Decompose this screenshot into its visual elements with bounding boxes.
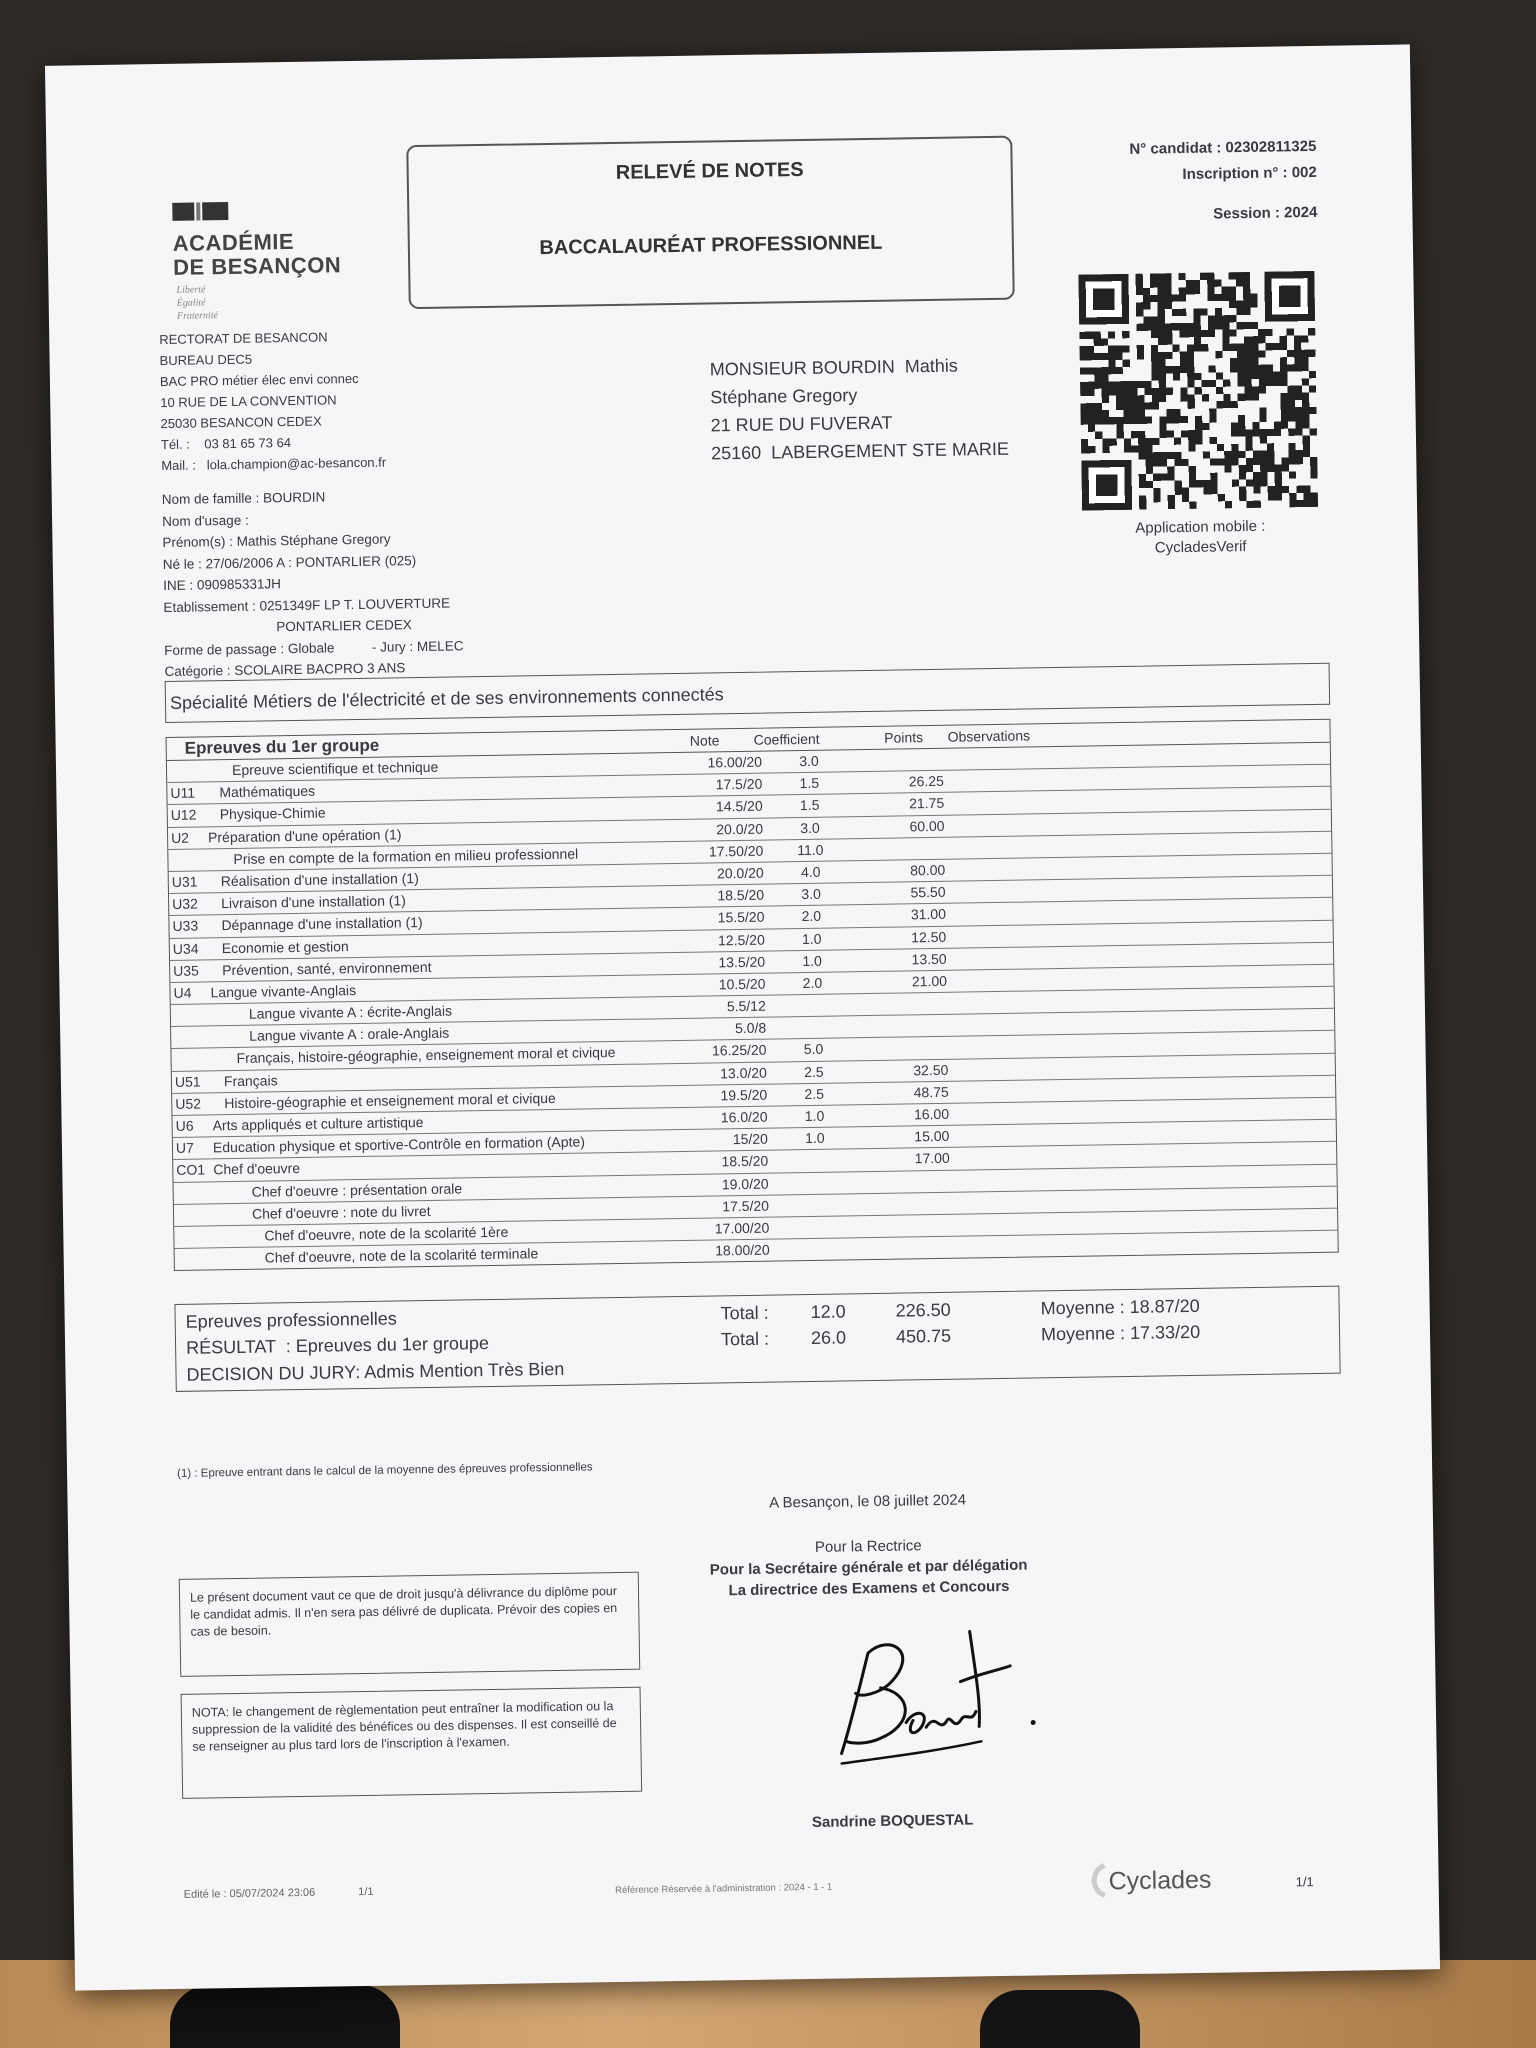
validity-notice: Le présent document vaut ce que de droit jusqu'à délivrance du diplôme pour le candidat admis. Il n'en sera pas délivré de duplicata. Prévoir des copies en cas de besoin. — [179, 1572, 640, 1677]
grade-code: U51 — [174, 1073, 201, 1090]
grade-code — [171, 1004, 211, 1026]
document-title-box — [406, 136, 1015, 309]
grade-note: 17.50/20 — [708, 842, 764, 860]
grade-points — [863, 1236, 1003, 1259]
grade-points — [860, 1014, 1000, 1037]
grade-note: 18.5/20 — [717, 886, 765, 904]
grade-coef: 2.5 — [804, 1085, 825, 1102]
grade-code — [174, 1182, 214, 1204]
grade-coef: 1.5 — [799, 797, 820, 814]
grade-note: 18.5/20 — [721, 1152, 769, 1170]
motto-egalite: Égalité — [176, 297, 206, 309]
sender-line: 25030 BESANCON CEDEX — [160, 413, 322, 432]
grade-note: 17.5/20 — [715, 775, 763, 793]
grade-note: 19.5/20 — [720, 1086, 768, 1104]
grade-coef: 1.0 — [802, 952, 822, 969]
grade-label: Prise en compte de la formation en milieu professionnel — [233, 845, 579, 867]
grade-code: U32 — [172, 895, 198, 913]
qr-caption-line2: CycladesVerif — [1154, 538, 1247, 557]
grade-coef: 2.5 — [803, 1063, 824, 1080]
grade-points: 55.50 — [910, 883, 946, 901]
signatory-line: Pour la Secrétaire générale et par délégation — [709, 1556, 1028, 1579]
grade-label: Physique-Chimie — [219, 804, 326, 823]
grade-label: Chef d'oeuvre, note de la scolarité 1ère — [264, 1223, 509, 1244]
grade-label: Chef d'oeuvre : présentation orale — [251, 1179, 463, 1200]
edition-date — [184, 1886, 374, 1901]
footnote: (1) : Epreuve entrant dans le calcul de la moyenne des épreuves professionnelles — [177, 1461, 593, 1480]
academy-brand — [173, 229, 342, 280]
grade-points: 17.00 — [914, 1150, 950, 1167]
sender-line: BUREAU DEC5 — [159, 351, 253, 369]
grade-note: 13.5/20 — [718, 953, 766, 971]
grade-points — [857, 837, 997, 860]
grade-points — [863, 1214, 1003, 1237]
grade-points: 15.00 — [914, 1127, 950, 1145]
grade-coef — [768, 1172, 862, 1195]
grade-code — [171, 1049, 211, 1071]
grade-label: Education physique et sportive-Contrôle en formation (Apte) — [212, 1133, 586, 1156]
grade-coef — [768, 1150, 862, 1173]
pro-points: 226.50 — [895, 1299, 951, 1321]
header-note: Note — [689, 732, 720, 749]
grade-coef: 5.0 — [803, 1041, 824, 1058]
grade-note: 18.00/20 — [715, 1241, 770, 1259]
shoe — [170, 1985, 400, 2048]
grade-code: U34 — [172, 940, 199, 957]
candidate-number: N° candidat : 02302811325 — [1129, 137, 1317, 158]
grade-label: Réalisation d'une installation (1) — [220, 870, 419, 890]
academy-brand-line2: DE BESANÇON — [172, 252, 342, 280]
grade-points — [856, 748, 996, 771]
candidate-detail-line: Forme de passage : Globale - Jury : MELEC — [164, 637, 464, 658]
grade-rows — [167, 743, 1338, 1271]
candidate-detail-line: Prénom(s) : Mathis Stéphane Gregory — [162, 531, 391, 551]
inscription-number: Inscription n° : 002 — [1182, 163, 1317, 183]
result-label: RÉSULTAT : Epreuves du 1er groupe — [185, 1333, 490, 1358]
cyclades-brand: Cyclades — [1108, 1865, 1212, 1896]
grade-coef: 4.0 — [800, 863, 821, 880]
grade-code — [174, 1226, 214, 1248]
grade-label: Chef d'oeuvre, note de la scolarité terminale — [264, 1245, 539, 1266]
header-points: Points — [884, 729, 924, 746]
grade-note: 16.25/20 — [711, 1042, 767, 1059]
totals-box — [174, 1286, 1340, 1392]
candidate-detail-line: INE : 090985331JH — [163, 576, 282, 594]
recipient-line: 21 RUE DU FUVERAT — [710, 412, 893, 436]
grade-label: Langue vivante A : écrite-Anglais — [248, 1002, 453, 1022]
grade-points: 21.00 — [911, 972, 948, 990]
edition-page: 1/1 — [358, 1885, 374, 1899]
grade-label: Livraison d'une installation (1) — [221, 892, 407, 912]
shoe — [980, 1990, 1140, 2048]
sender-address — [159, 326, 386, 477]
grade-observation — [1003, 1231, 1337, 1257]
header-coef: Coefficient — [753, 730, 820, 748]
sender-line: 10 RUE DE LA CONVENTION — [160, 392, 337, 411]
grade-points: 26.25 — [908, 772, 944, 790]
grade-code: U12 — [170, 806, 197, 824]
grade-label: Français, histoire-géographie, enseignement moral et civique — [236, 1044, 616, 1067]
grade-points: 60.00 — [909, 817, 945, 834]
grade-note: 15.5/20 — [717, 908, 765, 926]
handwritten-signature — [819, 1610, 1052, 1779]
pro-average: Moyenne : 18.87/20 — [1040, 1295, 1200, 1319]
grade-coef — [769, 1194, 863, 1217]
grade-code: U7 — [175, 1139, 195, 1157]
grade-note: 15/20 — [732, 1130, 769, 1148]
grade-coef: 3.0 — [800, 819, 820, 836]
grade-note: 13.0/20 — [720, 1064, 767, 1081]
grade-label: Français — [223, 1071, 278, 1089]
candidate-reference — [1056, 134, 1317, 230]
recipient-line: Stéphane Gregory — [710, 385, 858, 408]
grade-coef: 1.0 — [805, 1129, 825, 1147]
result-points: 450.75 — [895, 1325, 952, 1347]
grade-coef: 1.0 — [801, 930, 822, 947]
document-title: RELEVÉ DE NOTES — [615, 158, 804, 184]
grade-points: 32.50 — [913, 1061, 949, 1078]
grade-code: U33 — [172, 917, 199, 935]
admin-reference: Référence Réservée à l'administration : 2024 - 1 - 1 — [614, 1881, 833, 1897]
grade-coef: 2.0 — [801, 908, 822, 925]
page-number: 1/1 — [1295, 1874, 1314, 1890]
candidate-detail-line: Nom de famille : BOURDIN — [161, 489, 326, 508]
recipient-address — [710, 351, 1010, 468]
motto-fraternite: Fraternité — [176, 310, 219, 322]
grade-points — [862, 1169, 1002, 1192]
grade-code: U11 — [170, 784, 196, 802]
header-observations: Observations — [947, 727, 1031, 745]
grade-label: Economie et gestion — [221, 937, 349, 956]
grade-label: Arts appliqués et culture artistique — [212, 1114, 424, 1134]
grade-code — [168, 849, 208, 871]
grade-label: Chef d'oeuvre — [213, 1160, 301, 1178]
grade-code — [167, 760, 207, 782]
grade-label: Dépannage d'une installation (1) — [221, 914, 423, 934]
candidate-detail-line: Né le : 27/06/2006 A : PONTARLIER (025) — [162, 552, 417, 572]
grade-coef — [766, 994, 860, 1017]
candidate-details — [162, 484, 464, 682]
republic-motto — [176, 283, 218, 323]
grade-points: 80.00 — [910, 861, 946, 879]
grade-note: 5.0/8 — [734, 1019, 767, 1037]
candidate-detail-line: PONTARLIER CEDEX — [163, 617, 412, 637]
recipient-line: 25160 LABERGEMENT STE MARIE — [710, 438, 1010, 464]
grade-note: 19.0/20 — [721, 1175, 769, 1192]
grade-coef: 1.0 — [804, 1107, 825, 1125]
grade-coef — [769, 1238, 863, 1261]
grade-points — [860, 1036, 1000, 1059]
grade-code — [175, 1248, 215, 1270]
grade-label: Préparation d'une opération (1) — [207, 825, 402, 845]
grade-note: 10.5/20 — [718, 975, 766, 993]
signatory-line: Pour la Rectrice — [814, 1537, 922, 1556]
grade-note: 17.5/20 — [722, 1197, 770, 1215]
grade-code: U31 — [171, 873, 198, 890]
regulation-notice: NOTA: le changement de règlementation peut entraîner la modification ou la suppression de la validité des bénéfices ou des dispenses. Il est conseillé de se renseigner au plus tard lors de l'inscription à l'examen. — [181, 1687, 643, 1799]
pro-coef: 12.0 — [810, 1301, 846, 1322]
speciality-box: Spécialité Métiers de l'électricité et de ses environnements connectés — [165, 663, 1331, 723]
grade-code: U6 — [175, 1117, 194, 1134]
motto-liberte: Liberté — [176, 284, 206, 296]
sender-line: BAC PRO métier élec envi connec — [159, 370, 359, 390]
sender-phone: Tél. : 03 81 65 73 64 — [160, 435, 292, 453]
marianne-logo-icon — [172, 200, 232, 223]
grade-points: 21.75 — [909, 795, 945, 812]
signatory-block — [608, 1532, 1129, 1603]
signer-name: Sandrine BOQUESTAL — [811, 1811, 974, 1832]
candidate-detail-line: Nom d'usage : — [162, 512, 249, 529]
candidate-detail-line: Catégorie : SCOLAIRE BACPRO 3 ANS — [164, 660, 406, 680]
grade-points — [863, 1192, 1003, 1215]
grade-coef: 11.0 — [797, 841, 824, 858]
grade-note: 14.5/20 — [715, 798, 763, 815]
grade-coef: 3.0 — [799, 752, 819, 770]
grade-coef — [769, 1216, 863, 1239]
grade-points: 16.00 — [913, 1105, 950, 1123]
grade-label: Prévention, santé, environnement — [222, 958, 432, 978]
signatory-line: La directrice des Examens et Concours — [728, 1577, 1010, 1600]
place-date: A Besançon, le 08 juillet 2024 — [769, 1491, 967, 1512]
grade-transcript-sheet — [45, 44, 1440, 1990]
result-total-label: Total : — [720, 1328, 770, 1350]
diploma-title: BACCALAURÉAT PROFESSIONNEL — [539, 231, 883, 260]
grade-code: U35 — [173, 962, 200, 979]
grade-code: CO1 — [176, 1161, 206, 1179]
academy-brand-line1: ACADÉMIE — [172, 228, 295, 256]
grade-note: 12.5/20 — [717, 931, 765, 948]
grade-code: U4 — [173, 984, 192, 1001]
sender-mail: Mail. : lola.champion@ac-besancon.fr — [161, 454, 387, 474]
grade-code — [174, 1204, 214, 1226]
grade-note: 5.5/12 — [726, 997, 766, 1015]
sender-line: RECTORAT DE BESANCON — [159, 329, 328, 348]
edition-date-text: Edité le : 05/07/2024 23:06 — [183, 1886, 316, 1901]
qr-code-icon — [1078, 271, 1318, 511]
grade-label: Chef d'oeuvre : note du livret — [251, 1202, 431, 1222]
grade-points: 13.50 — [911, 950, 947, 968]
grade-points: 12.50 — [911, 928, 947, 945]
qr-caption-line1: Application mobile : — [1135, 517, 1266, 537]
grade-note: 20.0/20 — [716, 864, 764, 882]
grade-points: 48.75 — [913, 1083, 949, 1101]
grade-label: Mathématiques — [219, 782, 316, 801]
grade-note: 16.00/20 — [707, 753, 763, 771]
recipient-line: MONSIEUR BOURDIN Mathis — [709, 355, 958, 380]
candidate-detail-line: Etablissement : 0251349F LP T. LOUVERTURE — [163, 595, 451, 615]
grades-table — [166, 719, 1339, 1272]
result-average: Moyenne : 17.33/20 — [1040, 1321, 1201, 1345]
grade-label: Langue vivante A : orale-Anglais — [249, 1024, 450, 1044]
jury-decision: DECISION DU JURY: Admis Mention Très Bien — [186, 1358, 565, 1385]
header-group: Epreuves du 1er groupe — [184, 735, 380, 758]
result-coef: 26.0 — [810, 1327, 847, 1348]
grade-label: Langue vivante-Anglais — [210, 981, 357, 1001]
pro-total-label: Total : — [720, 1302, 769, 1324]
grade-note: 17.00/20 — [714, 1219, 770, 1237]
grade-coef — [766, 1016, 860, 1039]
grade-coef: 1.5 — [799, 774, 820, 792]
grade-code: U52 — [175, 1095, 202, 1112]
grade-coef: 3.0 — [801, 885, 821, 903]
grade-points: 31.00 — [910, 906, 947, 923]
pro-label: Epreuves professionnelles — [185, 1308, 397, 1332]
grade-note: 16.0/20 — [720, 1108, 768, 1126]
grade-points — [860, 992, 1000, 1015]
qr-caption — [1082, 516, 1319, 560]
cyclades-logo-icon — [1078, 1861, 1109, 1899]
session: Session : 2024 — [1213, 203, 1318, 223]
grade-label: Epreuve scientifique et technique — [231, 758, 439, 778]
grade-note: 20.0/20 — [716, 820, 764, 837]
grade-code — [171, 1027, 211, 1049]
grade-label: Histoire-géographie et enseignement moral et civique — [224, 1089, 556, 1111]
grade-coef: 2.0 — [802, 974, 823, 991]
grade-code: U2 — [170, 829, 190, 846]
